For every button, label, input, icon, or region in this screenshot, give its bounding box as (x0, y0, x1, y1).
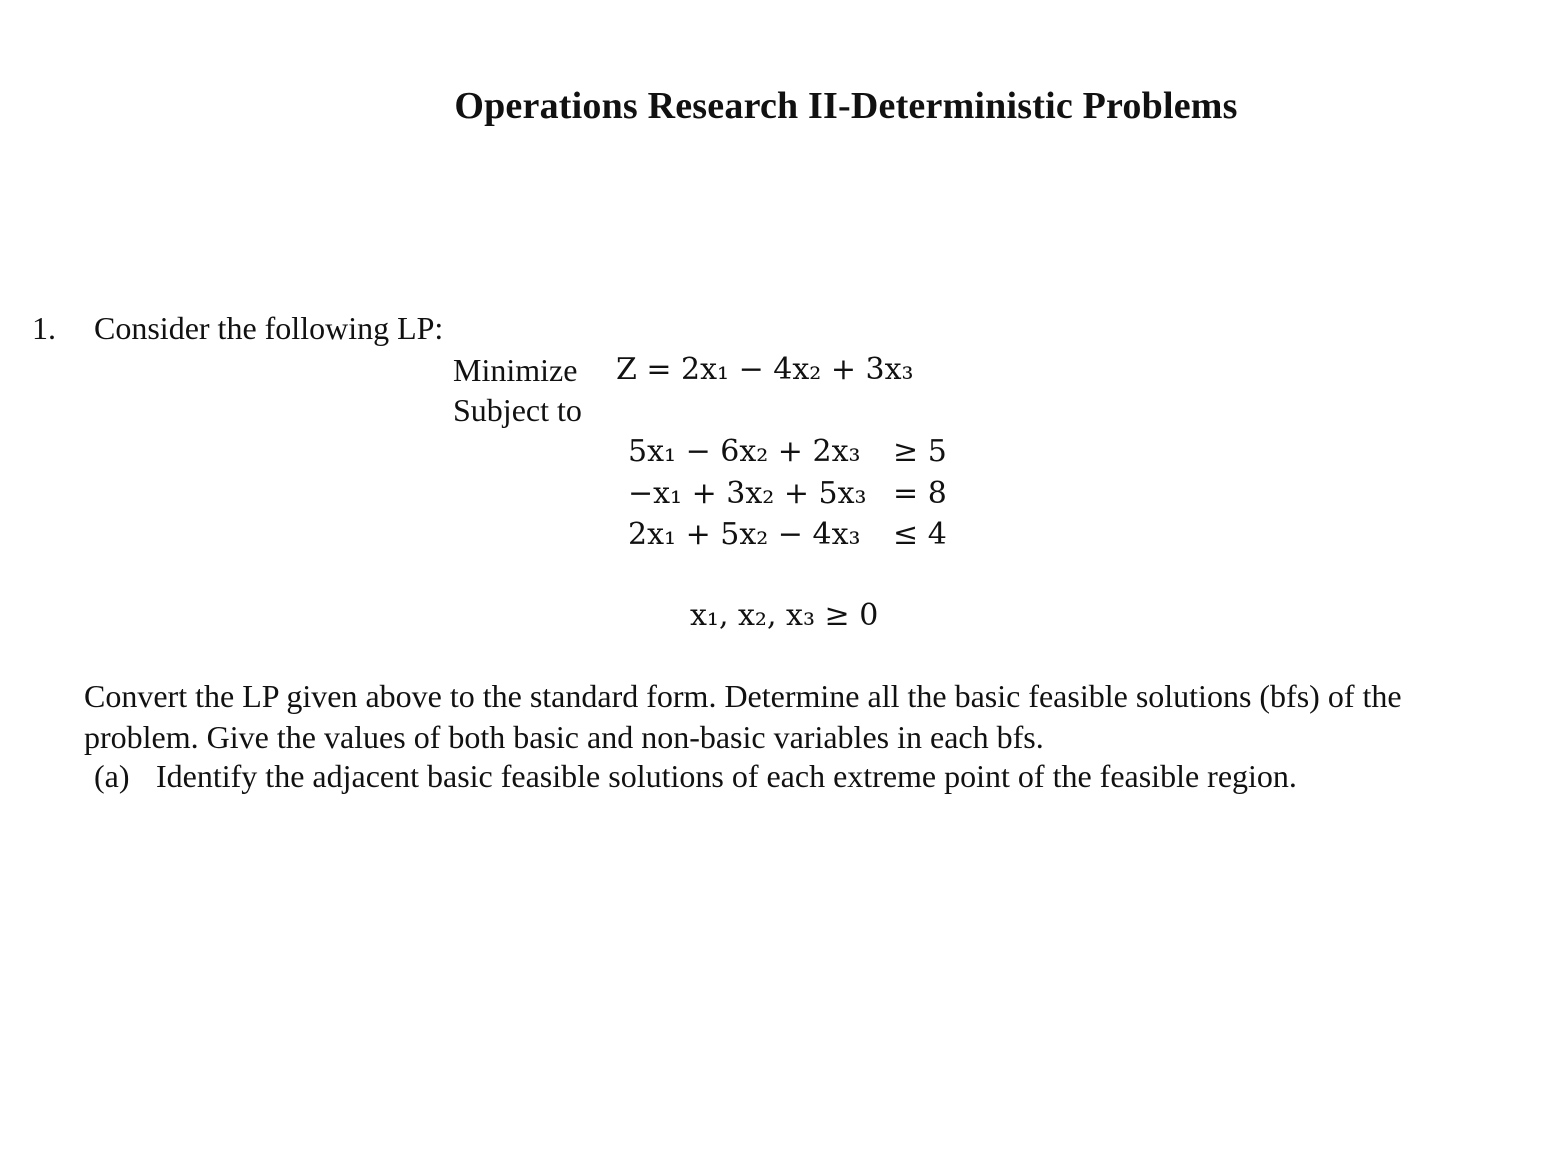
constraint-2-rhs (893, 476, 947, 511)
question-number: 1. (32, 310, 56, 346)
constraint-2-relation: = (893, 476, 919, 511)
constraint-3-lhs: 2x₁ + 5x₂ − 4x₃ (628, 517, 861, 552)
objective-expression: Z = 2x₁ − 4x₂ + 3x₃ (616, 352, 914, 387)
constraint-3-rhs (893, 517, 947, 552)
subpart-a-label: (a) (94, 758, 130, 794)
constraint-2-value: 8 (927, 476, 947, 511)
question-body: Convert the LP given above to the standard form. Determine all the basic feasible solutions (bfs) of the problem. Give the values of both basic and non-basic variables in each bfs. (84, 678, 1402, 755)
question-intro: Consider the following LP: (94, 310, 444, 346)
constraint-1-lhs: 5x₁ − 6x₂ + 2x₃ (628, 434, 861, 469)
page-title: Operations Research II-Deterministic Problems (454, 85, 1238, 127)
constraint-3-relation: ≤ (893, 517, 919, 552)
subpart-a-text: Identify the adjacent basic feasible solutions of each extreme point of the feasible region. (156, 758, 1297, 794)
constraint-1-rhs (893, 434, 947, 469)
nonnegativity-constraint: x₁, x₂, x₃ ≥ 0 (690, 598, 879, 633)
objective-label: Minimize (453, 352, 578, 388)
constraint-3-value: 4 (927, 517, 947, 552)
subpart-a (94, 758, 1297, 795)
constraint-2-lhs: −x₁ + 3x₂ + 5x₃ (628, 476, 867, 511)
subject-to-label: Subject to (453, 392, 582, 428)
constraint-1-value: 5 (927, 434, 947, 469)
constraint-1-relation: ≥ (893, 434, 919, 469)
